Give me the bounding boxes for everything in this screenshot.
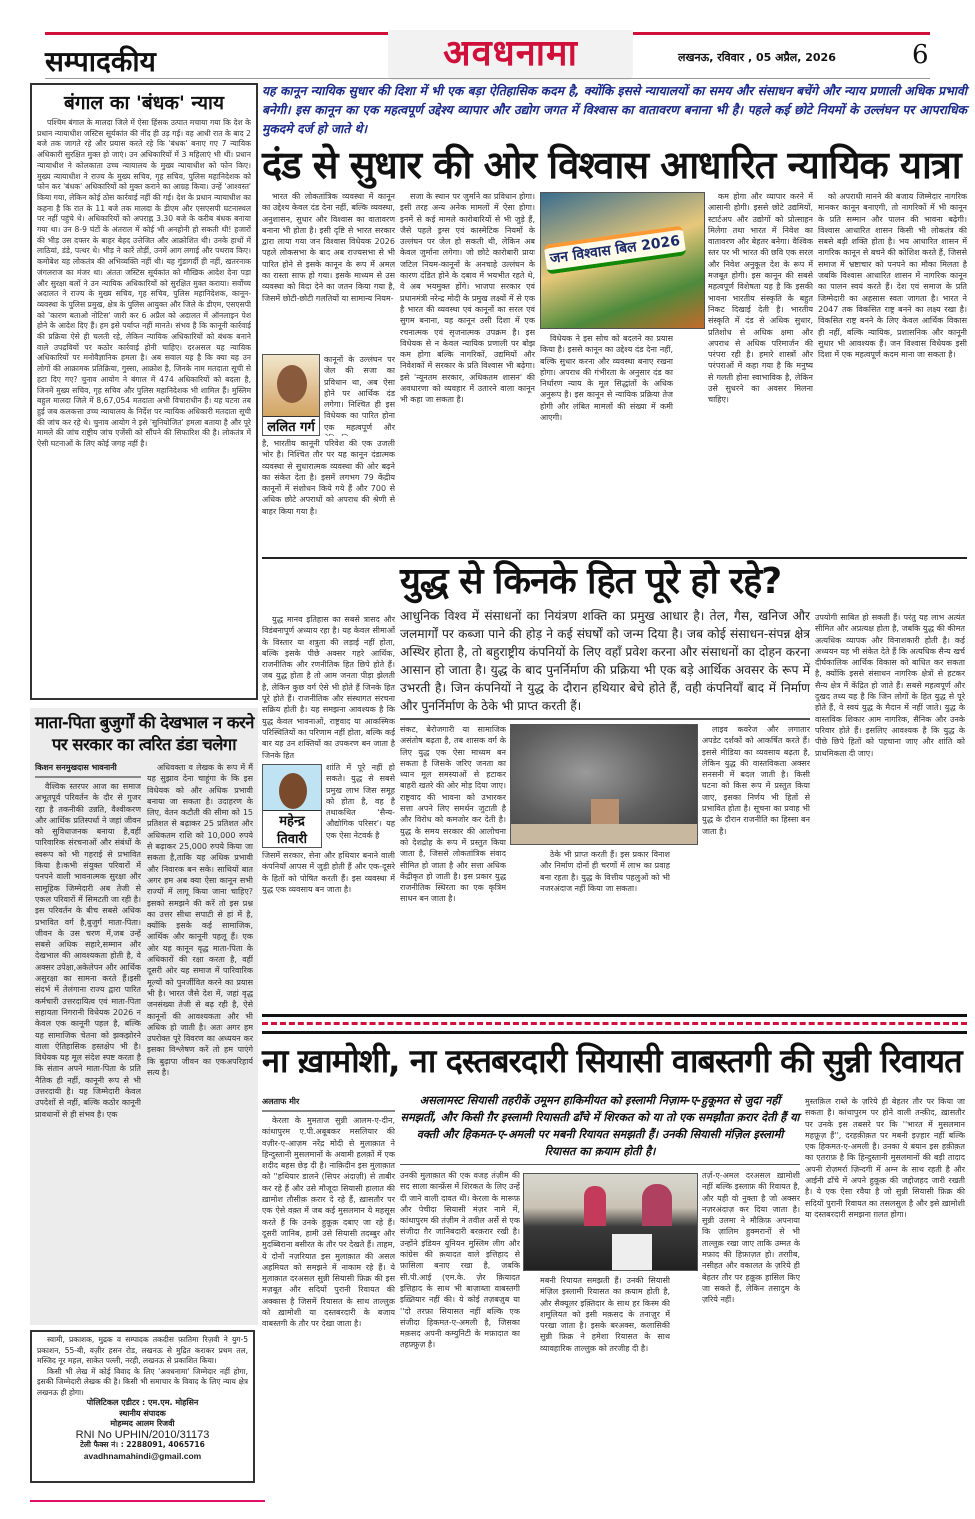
paragraph: वैश्विक स्तरपर आज का समाज अभूतपूर्व परिवर्तन के दौर से गुजर रहा है तकनीकी उन्नति, वैश्वीकरण और आर्थिक प्रतिस्पर्धा ने जहां जीवन को सुविधाजनक बनाया है,वहीं पारिवारिक संरचनाओं और संबंधों के स्वरूप को भी गहराई से प्रभावित किया है।कभी संयुक्त परिवारों में पनपने वाली भावनात्मक सुरक्षा और सामूहिक जिम्मेदारी अब तेजी से एकल परिवारों में सिमटती जा रही है। इस परिवर्तन के बीच सबसे अधिक प्रभावित वर्ग है,बुजुर्ग माता-पिता। जीवन के उस चरण में,जब उन्हें सबसे अधिक सहारे,सम्मान और देखभाल की आवश्यकता होती है, वे अक्सर उपेक्षा,अकेलेपन और आर्थिक असुरक्षा का सामना करते हैं।इसी संदर्भ में तेलंगाना राज्य द्वारा पारित कर्मचारी उत्तरदायित्व एवं माता-पिता सहायता निगरानी विधेयक 2026 न केवल एक कानूनी पहल है, बल्कि यह सामाजिक चेतना को झकझोरने वाला ऐतिहासिक हस्तक्षेप भी है। विधेयक यह मूल संदेश स्पष्ट करता है कि संतान अपने माता-पिता के प्रति नैतिक ही नहीं, कानूनी रूप से भी उत्तरदायी है। यह जिम्मेदारी केवल उपदेशों से नहीं, बल्कि कठोर कानूनी प्रावधानों से ही संभव है। एक (35, 782, 141, 1119)
paragraph: संकट, बेरोजगारी या सामाजिक असंतोष बढ़ता है, तब शासक वर्ग के लिए युद्ध एक ऐसा माध्यम बन सकता है जिसके जरिए जनता का ध्यान मूल समस्याओं से हटाकर बाहरी खतरे की ओर मोड़ दिया जाए। राष्ट्रवाद की भावना को उभारकर सत्ता अपने लिए समर्थन जुटाती है और विरोध को कमजोर कर देती है। युद्ध के समय सरकार की आलोचना को देशद्रोह के रूप में प्रस्तुत किया जाता है, जिससे लोकतांत्रिक संवाद सीमित हो जाता है और सत्ता अधिक केंद्रीकृत हो जाती है। इस प्रकार युद्ध राजनीतिक स्थिरता का एक कृत्रिम साधन बन जाता है। (400, 725, 506, 904)
article1-col-4 (708, 191, 813, 555)
article3-col-3 (540, 1275, 670, 1505)
paragraph: युद्ध मानव इतिहास का सबसे त्रासद और विडंबनापूर्ण अध्याय रहा है। यह केवल सीमाओं के विस्तार या शत्रुता की लड़ाई नहीं होता, बल्कि इसके पीछे अक्सर गहरे आर्थिक, राजनीतिक और रणनीतिक हित छिपे होते हैं। जब युद्ध होता है तो आम जनता पीड़ा झेलती है, लेकिन कुछ वर्ग ऐसे भी होते हैं जिनके हित पूरे होते हैं। राजनीतिक और संस्थागत संरचना सक्रिय होती है। यह समझना आवश्यक है कि युद्ध केवल भावनाओं, राष्ट्रवाद या आकस्मिक परिस्थितियों का परिणाम नहीं होता, बल्कि कई बार यह उन शक्तियों का उपकरण बन जाता है जिनके हित (262, 615, 395, 760)
logo-text: अवधनामा (443, 33, 578, 74)
article1-deck: यह कानून न्यायिक सुधार की दिशा में भी एक बड़ा ऐतिहासिक कदम है, क्योंकि इससे न्यायालयों का समय और संसाधन बचेंगे और न्याय प्रणाली अधिक प्रभावी बनेगी। इस कानून का एक महत्वपूर्ण उद्देश्य व्यापार और उद्योग जगत में विश्वास का वातावरण बनाना भी है। पहले कई छोटे नियमों के उल्लंघन पर आपराधिक मुकदमे दर्ज हो जाते थे। (262, 84, 967, 136)
article1-col-5 (818, 191, 967, 555)
article3-headline: ना ख़ामोशी, ना दस्तबरदारी सियासी वाबस्तगी की सुन्नी रिवायत (262, 1042, 962, 1080)
meeting-crowd-photo (523, 1173, 698, 1271)
buildings-shape (511, 824, 698, 844)
illustration-banner-text: जन विश्वास बिल 2026 (544, 225, 687, 274)
article1-headline: दंड से सुधार की ओर विश्वास आधारित न्यायिक यात्रा (262, 143, 961, 187)
article3-col-1 (262, 1115, 395, 1505)
article2-col-3 (540, 849, 670, 1010)
decoration-shape (584, 1186, 606, 1226)
editorial-paragraph: पश्चिम बंगाल के मालदा जिले में ऐसा हिंसक उत्पात मचाया गया कि देश के प्रधान न्यायाधीश जस्टिस सूर्यकांत की नींद ही उड़ गई। वह आधी रात के बाद 2 बजे तक जागते रहे और प्रयास करते रहे कि 'बंधक' बनाए गए 7 न्यायिक अधिकारी सुरक्षित मुक्त हो जाएं। उन अधिकारियों में 3 महिलाएं भी थीं। प्रधान न्यायाधीश ने कोलकाता उच्च न्यायालय के मुख्य न्यायाधीश को फोन किए। मुख्य न्यायाधीश ने राज्य के मुख्य सचिव, गृह सचिव, पुलिस महानिदेशक को फोन कर 'बंधक' अधिकारियों को मुक्त कराने का आग्रह किया। उन्हें 'आश्वस्त' किया गया, लेकिन कोई ठोस कार्रवाई नहीं की गई। देश के प्रधान न्यायाधीश का कहना है कि रात के 11 बजे तक मालदा के डीएम और एसएसपी घटनास्थल पर नहीं पहुंचे थे। अधिकारियों को अपराह्न 3.30 बजे के करीब बंधक बनाया गया था। उन 8-9 घंटों के अंतराल में कोई भी अनहोनी हो सकती थी! हजारों की भीड़ उस दफ्तर के बाहर बेहद उत्तेजित और आक्रोशित थी। उनके हाथों में लाठियां, डंडे, पत्थर थे। भीड़ ने कारें तोड़ीं, उनमें आग लगाई और पथराव किए। कमोबेश यह लोकतंत्र की अभिव्यक्ति नहीं थी। यह गुंडागर्दी ही नहीं, खतरनाक जंगलराज का मंजर था। अंततः जस्टिस सूर्यकांत को मौखिक आदेश देना पड़ा और सुरक्षा बलों ने उन न्यायिक अधिकारियों को सुरक्षित मुक्त कराया। सर्वोच्च अदालत ने राज्य के मुख्य सचिव, गृह सचिव, पुलिस महानिदेशक, कानून-व्यवस्था के पुलिस प्रमुख, क्षेत्र के पुलिस आयुक्त और जिले के डीएम, एसएसपी को 'कारण बताओ नोटिस' जारी कर 6 अप्रैल को अदालत में ऑनलाइन पेश होने के आदेश दिए हैं। हम इसे पर्याप्त नहीं मानते। संभव है कि कानूनी कार्रवाई की प्रक्रिया ऐसे ही चलती रहे, लेकिन न्यायिक अधिकारियों को बंधक बनाने वाले उपद्रवियों पर कठोर कार्रवाई होनी चाहिए। दरअसल यह न्यायिक अधिकारियों पर मनोवैज्ञानिक हमला है। अब सवाल यह है कि क्या यह उन लोगों की आक्रामक प्रतिक्रिया, गुस्सा, आक्रोश है, जिनके नाम मतदाता सूची से हटा दिए गए? चुनाव आयोग ने बंगाल में 474 अधिकारियों को बदला है, जिनमें मुख्य सचिव, गृह सचिव और पुलिस महानिदेशक भी शामिल हैं। मुस्लिम बहुल मालदा जिले में 8,67,054 मतदाता अभी विचाराधीन हैं। यह घटना तब हुई जब कलकत्ता उच्च न्यायालय के निर्देश पर न्यायिक अधिकारी मतदाता सूची की जांच कर रहे थे। चुनाव आयोग ने इसे 'सुनियोजित' हमला बताया है और पूरे मामले की जांच राष्ट्रीय जांच एजेंसी को सौंपने की सिफारिश की है। लोकतंत्र में ऐसी घटनाओं के लिए कोई जगह नहीं है। (37, 118, 251, 449)
article1-col-2 (400, 191, 535, 555)
article2-col-1 (262, 614, 395, 762)
article1-col-3 (540, 333, 673, 555)
paragraph: उनकी मुलाक़ात की एक वजह तंज़ीम की सद साला कान्फ्रेंस में शिरकत के लिए उन्हें दी जाने वाली दावत थी। केरला के मारूफ़ और पेचीदा सियासी मंज़र नामे में, कांथापुरम की तंज़ीम ने तवील अर्से से एक संजीदा ग़ैर जानिबदारी बरक़रार रखी है। उन्होंने इंडियन यूनियन मुस्लिम लीग और कांग्रेस की क़यादत वाले इत्तिहाद से फ़ासिला बनाए रखा है, जबकि सी.पी.आई (एम.के. ज़ेर क़ियादत इत्तिहाद के साथ भी बाज़ाब्ता वाबस्तगी इख़्तियार नहीं की। ये कोई तज़बज़ुब या ''दो तरफ़ा सियासत नहीं बल्कि एक संजीदा हिकमत-ए-अमली है, जिसका मक़सद अपनी कम्युनिटी के मफ़ादात का तहफ़्फ़ुज़ है। (400, 1171, 520, 1350)
editorial-title: बंगाल का 'बंधक' न्याय (63, 92, 225, 114)
author-name: महेन्द्र तिवारी (263, 810, 321, 847)
elderly-article (30, 708, 258, 1325)
paragraph: है, भारतीय कानूनी परिवेश की एक उजली भोर है। निश्चित तौर पर यह कानून दंडात्मक व्यवस्था से सुधारात्मक व्यवस्था की ओर बढ़ने का संकेत देता है। इसमें लगभग 79 केंद्रीय कानूनों में संशोधन किये गये हैं और 700 से अधिक छोटे अपराधों को अपराध की श्रेणी से बाहर किया गया है। (262, 439, 395, 516)
face-shape (279, 773, 307, 809)
fax-number: टेली फैक्स नं। : 2288091, 4065716 (80, 1440, 205, 1449)
author-photo-lalit (262, 354, 320, 436)
face-shape (277, 365, 307, 403)
headline-line: माता-पिता बुजुर्गों की देखभाल न करने (35, 713, 254, 732)
article3-main (400, 1092, 800, 1505)
article1-col-1 (262, 191, 395, 353)
elderly-headline (35, 712, 253, 756)
article2-col-4 (702, 724, 810, 1010)
paragraph: जिसमें सरकार, सेना और हथियार बनाने वाली कंपनियाँ आपस में जुड़ी होती हैं और एक-दूसरे के हितों को पोषित करती हैं। इस व्यवस्था में युद्ध एक व्यवसाय बन जाता है। (262, 851, 395, 894)
paragraph: शांति में पूरे नहीं हो सकते। युद्ध से सबसे प्रमुख लाभ जिस समूह को होता है, वह है तथाकथित 'सैन्य-औद्योगिक परिसर'। यह एक ऐसा नेटवर्क है (326, 763, 395, 840)
headline-line: पर सरकार का त्वरित डंडा चलेगा (51, 735, 236, 754)
article2-main (400, 607, 810, 1010)
author-name: ललित गर्ग (263, 416, 319, 435)
paragraph: कानूनों के उल्लंघन पर जेल की सजा का प्रविधान था, अब ऐसा होने पर आर्थिक दंड लगेगा। निश्चित ही इस विधेयक का पारित होना एक महत्वपूर्ण और (324, 355, 395, 432)
header-rule (45, 78, 930, 79)
divider (262, 1014, 967, 1017)
deck-rule (400, 718, 810, 720)
paragraph: लाइव कवरेज और लगातार अपडेट दर्शकों को आकर्षित करते हैं। इससे मीडिया का व्यवसाय बढ़ता है, लेकिन युद्ध की वास्तविकता अक्सर सनसनी में बदल जाती है। किसी घटना को किस रूप में प्रस्तुत किया जाए, इसका निर्णय भी हितों से प्रभावित होता है। सूचना का प्रवाह भी युद्ध के दौरान राजनीति का हिस्सा बन जाता है। (702, 725, 810, 836)
article2-headline: युद्ध से किनके हित पूरे हो रहे? (400, 561, 782, 602)
masthead-logo (388, 30, 633, 80)
article3-col-5 (805, 1096, 965, 1505)
imprint-box (30, 1330, 255, 1483)
article3-body (400, 1170, 800, 1505)
elderly-author: किशन सनमुखदास भावनानी (35, 762, 141, 778)
divider (262, 1031, 967, 1034)
article2-col-2 (400, 724, 506, 1010)
rni-number: RNI No UPHIN/2010/31173 (75, 1428, 210, 1441)
paragraph: ठेके भी प्राप्त करती हैं। इस प्रकार विनाश और निर्माण दोनों ही चरणों में लाभ का प्रवाह बना रहता है। युद्ध के वित्तीय पहलुओं को भी नजरअंदाज नहीं किया जा सकता। (540, 850, 670, 893)
article3-col-4 (702, 1170, 800, 1505)
article1-body (262, 191, 967, 555)
editorial-body (37, 118, 251, 688)
paragraph: को अपराधी मानने की बजाय जिम्मेदार नागरिक मानकर कानून बनाएगी, तो नागरिकों में भी कानून के प्रति सम्मान और पालन की भावना बढ़ेगी। विश्वास आधारित शासन किसी भी लोकतंत्र की सबसे बड़ी शक्ति होता है। भय आधारित शासन में नागरिक कानून से बचने की कोशिश करते हैं, जिससे समाज में भ्रष्टाचार को पनपने का मौका मिलता है जबकि विश्वास आधारित शासन में नागरिक कानून का पालन स्वयं करते हैं। देश एवं समाज के प्रति जिम्मेदारी का अहसास स्वतः जागता है। भारत ने 2047 तक विकसित राष्ट्र बनने का लक्ष्य रखा है। विकसित राष्ट्र बनने के लिए केवल आर्थिक विकास ही नहीं, बल्कि न्यायिक, प्रशासनिक और कानूनी सुधार भी आवश्यक हैं। जन विश्वास विधेयक इसी दिशा में एक महत्वपूर्ण कदम माना जा सकता है। (818, 192, 967, 360)
paragraph: उपयोगी साबित हो सकती हैं। परंतु यह लाभ अत्यंत सीमित और अप्रत्यक्ष होता है, जबकि युद्ध की कीमत अत्यधिक व्यापक और विनाशकारी होती है। कई अध्ययन यह भी संकेत देते हैं कि अत्यधिक सैन्य खर्च दीर्घकालिक आर्थिक विकास को बाधित कर सकता है, क्योंकि इससे संसाधन नागरिक क्षेत्रों से हटकर सैन्य क्षेत्र में केंद्रित हो जाते हैं। सबसे महत्वपूर्ण और दुखद तथ्य यह है कि जिन लोगों के हित युद्ध से पूरे होते हैं, वे स्वयं युद्ध के मैदान में नहीं जाते। युद्ध के वास्तविक शिकार आम नागरिक, सैनिक और उनके परिवार होते हैं। इसलिए आवश्यक है कि युद्ध के पीछे छिपे हितों को पहचाना जाए और शांति को प्राथमिकता दी जाए। (815, 613, 965, 758)
local-editor-label: स्थानीय संपादक (119, 1408, 166, 1418)
bottom-rule (30, 1500, 265, 1502)
paragraph: सजा के स्थान पर जुर्माने का प्रविधान होगा। इसी तरह अन्य अनेक मामलों में ऐसा होगा। इनमें से कई मामले कारोबारियों से भी जुड़े हैं, जैसे पहले ड्रग्स एवं कास्मेटिक नियमों के उल्लंघन पर जेल हो सकती थी, लेकिन अब केवल जुर्माना लगेगा। जो छोटे कारोबारी प्रायः जटिल नियम-कानूनों के अनचाहे उल्लंघन के कारण दंडित होने के दबाव में भयभीत रहते थे, वे अब भयमुक्त होंगे। भाजपा सरकार एवं प्रधानमंत्री नरेन्द्र मोदी के प्रमुख लक्ष्यों में से एक है भारत की व्यवस्था एवं कानूनों का सरल एवं सुगम बनाना, यह कानून उसी दिशा में एक रचनात्मक एवं सृजनात्मक उपक्रम है। इस विधेयक से न केवल न्यायिक प्रणाली पर बोझ कम होगा बल्कि नागरिकों, उद्यमियों और निवेशकों में सरकार के प्रति विश्वास भी बढ़ेगा। इसे 'न्यूनतम सरकार, अधिकतम शासन' की अवधारणा को व्यवहार में उतारने वाला कानून भी कहा जा सकता है। (400, 192, 535, 405)
paragraph: कम होगा और व्यापार करने में आसानी होगी। इससे छोटे उद्यमियों, स्टार्टअप और उद्योगों को प्रोत्साहन मिलेगा तथा भारत में निवेश का वातावरण और बेहतर बनेगा। वैश्विक स्तर पर भी भारत की छवि एक सरल और निवेश अनुकूल देश के रूप में मजबूत होगी। इस कानून की सबसे महत्वपूर्ण विशेषता यह है कि इसकी भावना भारतीय संस्कृति के बहुत निकट दिखाई देती है। भारतीय संस्कृति में दंड से अधिक सुधार, प्रतिशोध से अधिक क्षमा और अपराध से अधिक परिमार्जन की परंपरा रही है। हमारे शास्त्रों और परंपराओं में कहा गया है कि मनुष्य से गलती होना स्वाभाविक है, लेकिन उसे सुधरने का अवसर मिलना चाहिए। (708, 192, 813, 405)
article2-deck: आधुनिक विश्व में संसाधनों का नियंत्रण शक्ति का प्रमुख आधार है। तेल, गैस, खनिज और जलमार्गों पर कब्जा पाने की होड़ ने कई संघर्षों को जन्म दिया है। जब कोई संसाधन-संपन्न क्षेत्र अस्थिर होता है, तो बहुराष्ट्रीय कंपनियों के लिए वहाँ प्रवेश करना और संसाधनों का दोहन करना आसान हो जाता है। युद्ध के बाद पुनर्निर्माण की प्रक्रिया भी एक बड़े आर्थिक अवसर के रूप में उभरती है। जिन कंपनियों ने युद्ध के दौरान हथियार बेचे होते हैं, वही कंपनियाँ बाद में निर्माण और पुनर्निर्माण के ठेके भी प्राप्त करती हैं। (400, 609, 810, 713)
dashed-divider (262, 1022, 967, 1025)
paragraph: भारत की लोकतांत्रिक व्यवस्था में कानून का उद्देश्य केवल दंड देना नहीं, बल्कि व्यवस्था, अनुशासन, सुधार और विश्वास का वातावरण बनाना भी होता है। इसी दृष्टि से भारत सरकार द्वारा लाया गया जन विश्वास विधेयक 2026 पहले लोकसभा के बाद अब राज्यसभा से भी पारित होने से इसके कानून के रूप में अमल का रास्ता साफ हो गया। इसके माध्यम से उस व्यवस्था को विदा देने का जतन किया गया है, जिसमें छोटी-छोटी गलतियों या सामान्य नियम- (262, 192, 395, 303)
imprint-text: स्वामी, प्रकाशक, मुद्रक व सम्पादक तकदीस फ़ातिमा रिज़वी ने युग-5 प्रकाशन, 55-बी, वज़ीर हसन रोड, लखनऊ से मुद्रित कराकर प्रथम तल, मस्जिद नूर महल, साकेत पल्ली, नरही, लखनऊ से प्रकाशित किया। (37, 1335, 248, 1365)
article2-col-1c (262, 850, 395, 1010)
paragraph: मुस्तक़िल राब्ते के ज़रिये ही बेहतर तौर पर किया जा सकता है। कांथापुरम पर होने वाली तन्क़ीद, ख़ासतौर पर उनके इस तबसरे पर कि ''भारत में मुसलमान महफ़ूज़ हैं'', दरहक़ीक़त पर मबनी इज़्हार नहीं बल्कि एक हिकमत-ए-अमली है। उनका ये बयान इस हक़ीक़त का एतराफ़ है कि हिन्दुस्तानी मुसलमानों की बड़ी तादाद अपनी रोज़मर्रा ज़िन्दगी में अम्न के साथ रहती है और आईनी ढाँचे में अपने हुक़ूक़ की जद्दोजहद जारी रखती है। ये एक ऐसा रवैया है जो सुन्नी सियासी फ़िक्र की सदियों पुरानी रिवायत का तसलसुल है और इसे ख़ामोशी या दस्तबरदारी समझना ग़लत होगा। (805, 1097, 965, 1219)
paragraph: अधिवक्ता व लेखक के रूप में मैं यह सुझाव देना चाहूंगा के कि इस विधेयक को और अधिक प्रभावी बनाया जा सकता है। उदाहरण के लिए, वेतन कटौती की सीमा को 15 प्रतिशत से बढ़ाकर 25 प्रतिशत और अधिकतम राशि को 10,000 रुपये से बढ़ाकर 25,000 रुपये किया जा सकता है,ताकि यह अधिक प्रभावी और निवारक बन सके। साथियों बात अगर हम अब क्या ऐसा कानून सभी राज्यों में लागू किया जाना चाहिए? इसको समझने की करें तो इस प्रश्न का उत्तर सीधा सपाटी से हां में है, क्योंकि इसके कई सामाजिक, आर्थिक और कानूनी पहलू हैं। एक ओर यह कानून वृद्ध माता-पिता के अधिकारों की रक्षा करता है, वहीं दूसरी ओर यह समाज में पारिवारिक मूल्यों को पुनर्जीवित करने का प्रयास भी है। भारत जैसे देश में, जहां वृद्ध जनसंख्या तेजी से बढ़ रही है, ऐसे कानूनों की आवश्यकता और भी अधिक हो जाती है। अतः अगर हम उपरोक्त पूरे विवरण का अध्ययन कर इसका विश्लेषण करें तो हम पाएंगे कि बुढ़ापा जीवन का एकअपरिहार्य सत्य है। (147, 763, 253, 1078)
article3-deck: असलामस्ट सियासी तहरीकें उमूमन हाकिमीयत को इस्लामी निज़ाम-ए-हुकूमत से जुदा नहीं समझतीं, और किसी ग़ैर इस्लामी रियासती ढाँचे में शिरकत को या तो एक समझौता क़रार देती हैं या वक्ती और हिकमत-ए-अमली पर मबनी रियायत समझती हैं। उनकी सियासी मंज़िल इस्लामी रियासत का क़याम होती है। (400, 1094, 800, 1158)
article2-col-1b (326, 762, 395, 848)
section-title: सम्पादकीय (45, 45, 156, 78)
paragraph: तर्ज़-ए-अमल दरअसल ख़ामोशी नहीं बल्कि इस्लाफ़ की रिवायत है, और यही वो नुक्ता है जो अक्सर नज़रअंदाज़ कर दिया जाता है। सुन्नी उलमा ने मौक़िफ़ अपनाया कि ज़ालिम हुक्मरानों से भी ताल्लुक़ रखा जाए ताकि उम्मत के मफ़ाद की हिफ़ाज़त हो। तरग़ीब, नसीहत और वकालत के ज़रिये ही बेहतर तौर पर हक़ूक़ हासिल किए जा सकते हैं, लेकिन तसादुम के ज़रिये नहीं। (702, 1171, 800, 1305)
decoration-shape (642, 1184, 672, 1226)
paragraph: मबनी रियायत समझती हैं। उनकी सियासी मंज़िल इस्लामी रियासत का क़याम होती है, और सैक्यूलर इक़्तिदार के साथ हर किस्म की शमूलियत को इसी मक़सद के तनाज़ुर में परखा जाता है। इसके बरअक्स, कलासिकी सुन्नी फ़िक्र ने हमेशा रियासत के साथ व्यावहारिक ताल्लुक़ को तरजीह दी है। (540, 1276, 670, 1353)
article1 (262, 82, 967, 555)
local-editor: मोहम्मद आलम रिजवी (110, 1419, 175, 1428)
article1-col-1b (324, 354, 395, 436)
article2-col-5 (815, 612, 965, 1010)
paragraph: विधेयक ने इस सोच को बदलने का प्रयास किया है। इससे कानून का उद्देश्य दंड देना नहीं, बल्कि सुधार करना और व्यवस्था बनाए रखना होगा। अपराध की गंभीरता के अनुसार दंड का निर्धारण न्याय के मूल सिद्धांतों के अधिक अनुरूप है। इस कानून से न्यायिक प्रक्रिया तेज होगी और लंबित मामलों की संख्या में कमी आएगी। (540, 334, 673, 423)
jan-vishwas-illustration (540, 192, 705, 329)
paragraph: केरला के मुमताज सुन्नी आलम-ए-दीन, कांथापुरम ए.पी.अबूबकर मसलियार की वज़ीर-ए-आज़म नरेंद्र मोदी से मुलाक़ात ने हिन्दुस्तानी मुसलमानों के अवामी हलक़ों में एक शदीद बहस छेड़ दी है। नाक़िदीन इस मुलाक़ात को ''हथियार डालने (सिपर अंदाज़ी) से ताबीर कर रहे हैं और उसे मौजूदा सियासी हालात की ख़ामोश तौसीक़ क़रार दे रहे हैं, ख़ासतौर पर एक ऐसे वक़्त में जब कई मुसलमान ये महसूस करते हैं कि उनके हुक़ूक़ दबाए जा रहे हैं। दूसरी जानिब, हामी उसे सियासी तदब्बुर और मुदब्बिराना बसीरत के तौर पर देखते हैं। ताहम, ये दोनों नज़रियात इस मुलाक़ात की असल अहमियत को समझने में नाकाम रहे हैं। ये मुलाक़ात दरअसल सुन्नी सियासी फ़िक्र की इस मज़बूत और सदियों पुरानी रिवायत की अक्कास है जिसमें रियासत के साथ ताल्लुक़ को ख़ामोशी या दस्तबरदारी के बजाय वाबस्तगी के तौर पर देखा जाता है। (262, 1116, 395, 1329)
political-editor: पोलिटिकल एडीटर : एम.एम. मोहसिन (86, 1398, 199, 1407)
deck-rule (400, 1164, 800, 1165)
war-smoke-photo (510, 724, 698, 845)
date-line: लखनऊ, रविवार , 05 अप्रैल, 2026 (678, 51, 836, 64)
editorial-box (30, 83, 258, 700)
white-garments-shape (612, 1234, 652, 1271)
article3-author: अलताफ मीर (262, 1096, 395, 1112)
elderly-col-1 (35, 781, 141, 1321)
article3-col-2 (400, 1170, 520, 1505)
email-address[interactable]: avadhnamahindi@gmail.com (83, 1450, 202, 1461)
page-number: 6 (912, 40, 929, 70)
article2-body (400, 724, 810, 1010)
article1-col-1c (262, 438, 395, 555)
elderly-col-2 (147, 762, 253, 1321)
imprint-disclaimer: किसी भी लेख में कोई विवाद के लिए 'अवधनामा' जिम्मेदार नहीं होगा, इसकी जिम्मेदारी लेखक की है। किसी भी समाचार के विवाद के लिए न्याय क्षेत्र लखनऊ ही होगा। (37, 1366, 248, 1397)
author-photo-mahendra (262, 764, 322, 848)
